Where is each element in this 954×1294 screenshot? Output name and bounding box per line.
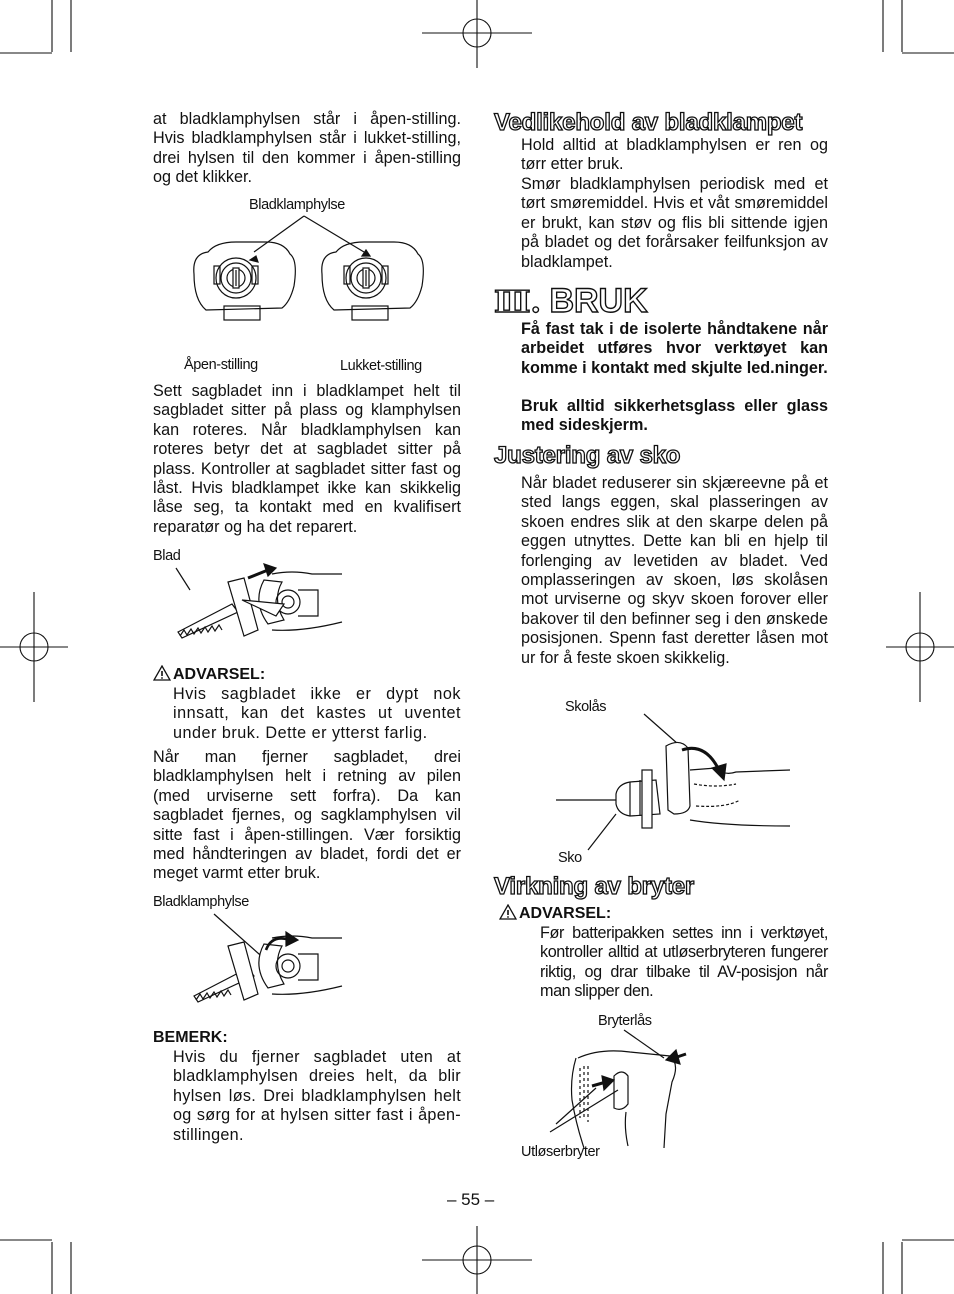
remove-paragraph: Når man fjerner sagbladet, drei bladklamphylsen helt i retning av pilen (med urviserne sett forfra). Da kan sagbladet fjernes, og sagklamphylsen vil sitte fast i åpen-stillingen. Vær forsiktig med håndteringen av bladet, fordi det er meget varmt etter bruk. — [153, 748, 461, 883]
insert-paragraph: Sett sagbladet inn i bladklampet helt til sagbladet sitter på plass og klamphylsen kan roteres. Når bladklamphylsen kan roteres betyr det at sagbladet sitter på plass. Kontroller at sagbladet sitter fast og låst. Hvis bladklampet ikke kan skikkelig låse seg, ta kontakt med en kvalifisert reparatør og ha det reparert. — [153, 382, 461, 536]
shoe-heading: Justering av sko — [494, 442, 681, 469]
switch-label-trigger: Utløserbryter — [521, 1144, 600, 1160]
switch-warning-title-text: ADVARSEL: — [519, 905, 612, 922]
fig1-label-sleeve: Bladklamphylse — [249, 197, 345, 213]
shoe-adjustment-figure — [556, 710, 796, 860]
switch-warning-text: Før batteripakken settes inn i verktøyet, kontroller alltid at utløserbryteren fungerer riktig, og drar tilbake til AV-posisjon når man slipper den. — [540, 924, 828, 1001]
warning-triangle-icon — [499, 904, 517, 920]
switch-heading: Virkning av bryter — [494, 873, 695, 900]
shoe-text: Når bladet reduserer sin skjæreevne på et sted langs eggen, skal plasseringen av skoen endres slik at den skarpe delen på eggen utnyttes. Dette kan bli en hjelp til forlenging av levetiden av bladet. Ved omplasseringen av skoen, løs skolåsen mot urviserne og skyv skoen forover eller bakover til den befinner seg i den ønskede posisjonen. Spenn fast deretter låsen mot ur for å feste skoen skikkelig. — [521, 474, 828, 667]
switch-warning-title — [499, 904, 611, 923]
fig2-label-blade: Blad — [153, 548, 181, 564]
warning1-title — [153, 665, 265, 684]
maintenance-heading: Vedlikehold av bladklampet — [494, 109, 803, 136]
section-numeral: Ⅲ. — [494, 285, 541, 320]
fig1-label-open: Åpen-stilling — [184, 357, 258, 373]
maintenance-p2: Smør bladklamphylsen periodisk med et tørt smøremiddel. Hvis et våt smøremiddel er brukt, kan støv og flis bli sittende igjen på bladet og det forårsaker feilfunksjon av bladklampet. — [521, 175, 828, 271]
switch-figure — [540, 1028, 720, 1148]
section-title: BRUK — [549, 282, 648, 320]
blade-removal-figure — [172, 910, 347, 1005]
page-number: – 55 – — [447, 1190, 495, 1209]
blade-clamp-positions-figure — [186, 214, 426, 324]
fig3-label-sleeve: Bladklamphylse — [153, 894, 249, 910]
section-bold2: Bruk alltid sikkerhetsglass eller glass med sideskjerm. — [521, 397, 828, 435]
warning1-text: Hvis sagbladet ikke er dypt nok innsatt, kan det kastes ut uventet under bruk. Dette er ytterst farlig. — [173, 685, 461, 742]
fig1-label-closed: Lukket-stilling — [340, 358, 422, 374]
shoe-label-lock: Skolås — [565, 699, 607, 715]
warning1-title-text: ADVARSEL: — [173, 666, 266, 683]
note-text: Hvis du fjerner sagbladet uten at bladklamphylsen dreies helt, da blir hylsen løs. Drei bladklamphylsen helt og sørg for at hylsen sitter fast i åpen-stillingen. — [173, 1048, 461, 1144]
blade-insertion-figure — [172, 560, 347, 655]
warning-triangle-icon — [153, 665, 171, 681]
maintenance-p1: Hold alltid at bladklamphylsen er ren og tørr etter bruk. — [521, 136, 828, 174]
shoe-label-shoe: Sko — [558, 850, 582, 866]
intro-paragraph: at bladklamphylsen står i åpen-stilling. Hvis bladklamphylsen står i lukket-stilling, drei hylsen til den kommer i åpen-stilling og det klikker. — [153, 110, 461, 187]
note-title: BEMERK: — [153, 1029, 228, 1046]
switch-label-lock: Bryterlås — [598, 1013, 652, 1029]
section-heading — [494, 283, 648, 321]
section-bold1: Få fast tak i de isolerte håndtakene når arbeidet utføres hvor verktøyet kan komme i kontakt med skjulte led.ninger. — [521, 320, 828, 377]
